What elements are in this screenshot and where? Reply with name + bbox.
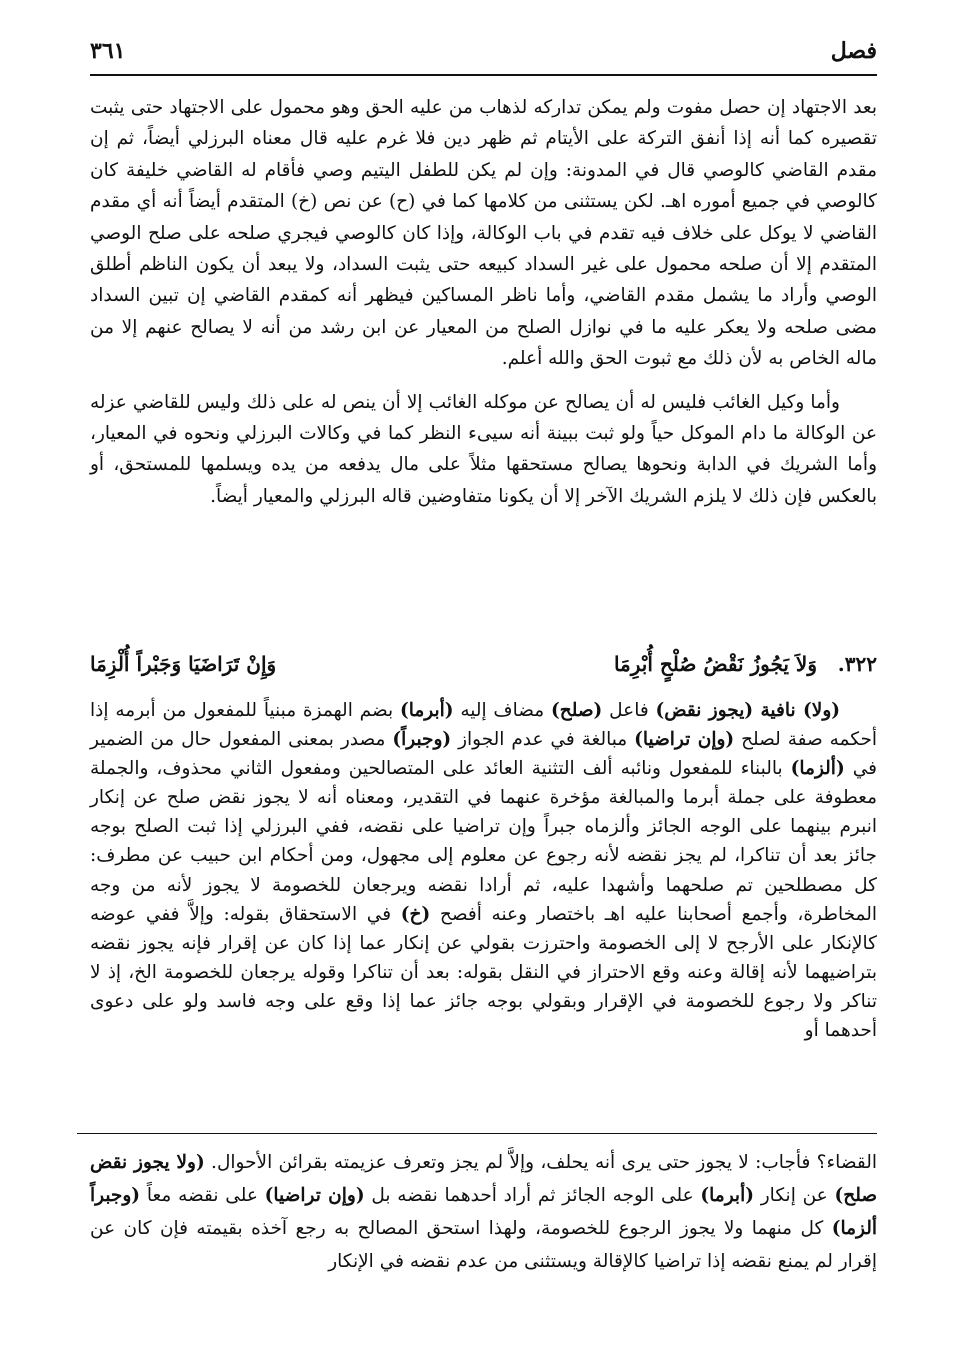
page-header bbox=[90, 34, 877, 74]
footnote-segment: على الوجه الجائز ثم أراد أحدهما نقضه بل bbox=[364, 1185, 701, 1206]
footnote-paragraph bbox=[90, 1146, 877, 1278]
quoted-term: (ألزما) bbox=[790, 758, 845, 780]
commentary-segment: مصدر بمعنى المفعول حال من الضمير في bbox=[90, 729, 877, 780]
commentary-segment: بالبناء للمفعول ونائبه ألف التثنية العائد على المتصالحين ومفعول الثاني محذوف، والجملة معطوفة على جملة أبرما والمبالغة مؤخرة عنهما في التقدير، ومعناه أنه لا يجوز نقض صلح عن إنكار انبرم بينهما على الوجه الجائز وألزماه جبراً وإن تراضيا على نقضه، ففي البرزلي إذا ثبت الصلح بوجه جائز بعد أن تناكرا، لم يجز نقضه لأنه رجوع عن معلوم إلى مجهول، ومن أحكام ابن حبيب عن مطرف: كل مصطلحين تم صلحهما وأشهدا عليه، ثم أرادا نقضه ويرجعان للخصومة لا يجوز لأنه من وجه المخاطرة، وأجمع أصحابنا عليه اهـ باختصار وعنه أفصح bbox=[90, 758, 877, 925]
commentary-segment: فاعل bbox=[602, 700, 656, 721]
footnote-segment: عن إنكار bbox=[753, 1185, 835, 1206]
main-text bbox=[90, 92, 877, 512]
quoted-term: (وإن تراضيا) bbox=[634, 729, 735, 751]
commentary-segment: مبالغة في عدم الجواز bbox=[451, 729, 635, 751]
footnote-rule bbox=[77, 1133, 877, 1134]
first-hemistich: وَلاَ يَجُوزُ نَقْضُ صُلْحٍ أُبْرِمَا bbox=[613, 652, 817, 676]
quoted-term: (وجبراً) bbox=[392, 729, 452, 751]
footnote-segment: على نقضه معاً bbox=[140, 1185, 265, 1206]
quoted-term: (صلح) bbox=[551, 700, 603, 721]
paragraph-1: بعد الاجتهاد إن حصل مفوت ولم يمكن تداركه لذهاب من عليه الحق وهو محمول على الاجتهاد حتى يثبت تقصيره كما أنه إذا أنفق التركة على الأيتام ثم ظهر دين فلا غرم عليه قال معناه البرزلي أيضاً، ثم إن مقدم القاضي كالوصي قال في المدونة: وإن لم يكن للطفل اليتيم وصي فأقام له القاضي خليفة كان كالوصي في جميع أموره اهـ. لكن يستثنى من كلامها كما في (ح) عن نص (خ) المتقدم أيضاً أنه أي مقدم القاضي لا يوكل على خلاف فيه تقدم في باب الوكالة، وإذا كان كالوصي فيجري صلحه على صلح الوصي المتقدم إلا أن صلحه محمول على غير السداد كبيعه حتى يثبت السداد، ولا يبعد أن يكون الناظم أطلق الوصي وأراد ما يشمل مقدم القاضي، وأما ناظر المساكين فيظهر أنه كمقدم القاضي إن تبين السداد مضى صلحه ولا يعكر عليه ما في نوازل الصلح من المعيار عن ابن رشد من أنه لا يصالح عنهم إلا من ماله الخاص به لأن ذلك مع ثبوت الحق والله أعلم. bbox=[90, 97, 877, 370]
quoted-term: (أبرما) bbox=[700, 1185, 754, 1206]
page-number: ٣٦١ bbox=[90, 38, 126, 64]
commentary-text bbox=[90, 696, 877, 1045]
verse-number: ٣٢٢. bbox=[837, 652, 877, 676]
quoted-term: (خ) bbox=[400, 903, 431, 925]
second-hemistich: وَإِنْ تَرَاضَيَا وَجَبْراً أُلْزِمَا bbox=[90, 652, 277, 676]
running-title: فصل bbox=[830, 38, 877, 64]
commentary-paragraph bbox=[90, 696, 877, 1045]
quoted-term: (أبرما) bbox=[399, 700, 454, 721]
quoted-term: (وجبراً ألزما) bbox=[90, 1185, 877, 1239]
commentary-segment: في الاستحقاق بقوله: وإلاَّ ففي عوضه كالإنكار على الأرجح لا إلى الخصومة واحترزت بقولي عن إنكار عما إذا كان عن إقرار فإنه يجوز نقضه بتراضيهما لأنه إقالة وعنه وقع الاحتراز في النقل بقوله: بعد أن تناكرا وقوله يرجعان للخصومة الخ، إذ لا تناكر ولا رجوع للخصومة في الإقرار وبقولي بوجه جائز عما إذا وقع على وجه فاسد ولو على دعوى أحدهما أو bbox=[90, 903, 877, 1042]
poem-verse bbox=[90, 652, 877, 690]
footnote-segment: كل منهما ولا يجوز الرجوع للخصومة، ولهذا استحق المصالح به رجع آخذه بقيمته فإن كان عن إقرار لم يمنع نقضه إذا تراضيا كالإقالة ويستثنى من عدم نقضه في الإنكار bbox=[90, 1218, 877, 1272]
commentary-segment: مضاف إليه bbox=[453, 700, 552, 721]
commentary-segment: بضم الهمزة مبنياً للمفعول من أبرمه إذا أحكمه صفة لصلح bbox=[90, 700, 878, 751]
paragraph-2: وأما وكيل الغائب فليس له أن يصالح عن موكله الغائب إلا أن ينص له على ذلك وليس للقاضي عزله عن الوكالة ما دام الموكل حياً ولو ثبت ببينة أنه سيىء النظر كما في وكالات البرزلي ونحوه في المعيار، وأما الشريك في الدابة ونحوها يصالح مستحقها مثلاً على مال يدفعه من يده ويسلمها للمستحق، أو بالعكس فإن ذلك لا يلزم الشريك الآخر إلا أن يكونا متفاوضين قاله البرزلي والمعيار أيضاً. bbox=[90, 391, 877, 507]
header-rule bbox=[90, 74, 877, 76]
quoted-term: (يجوز نقض) bbox=[655, 700, 761, 721]
quoted-term: (ولا) نافية bbox=[760, 700, 841, 721]
quoted-term: (ولا يجوز نقض صلح) bbox=[90, 1152, 878, 1206]
footnote-segment: القضاء؟ فأجاب: لا يجوز حتى يرى أنه يحلف، وإلاَّ لم يجز وتعرف عزيمته بقرائن الأحوال. bbox=[204, 1152, 877, 1173]
footnote-text bbox=[90, 1146, 877, 1278]
quoted-term: (وإن تراضيا) bbox=[264, 1185, 365, 1206]
